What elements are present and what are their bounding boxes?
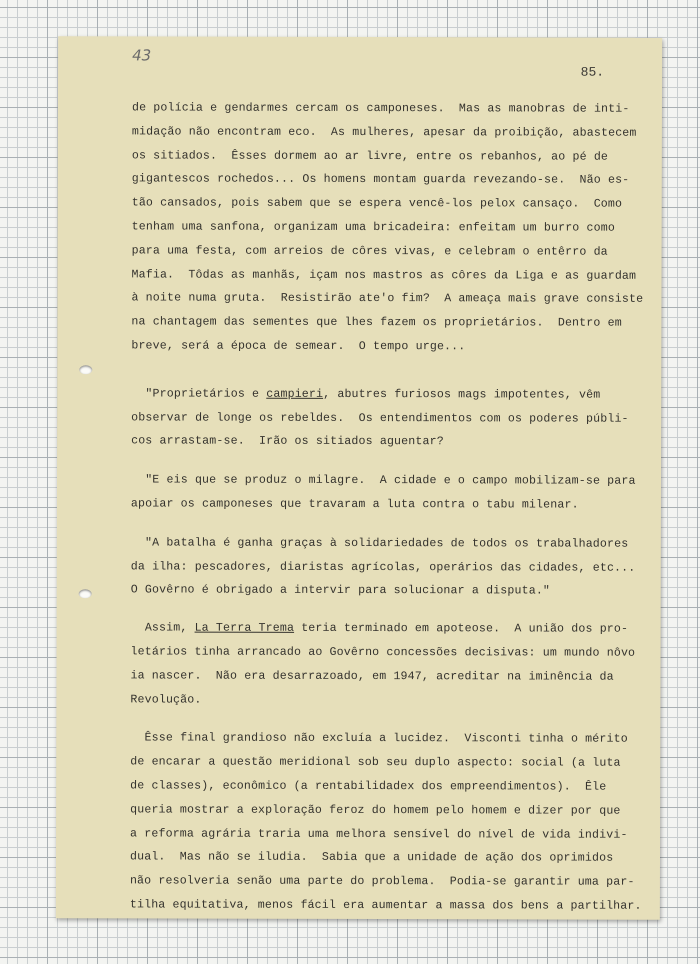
text-line: observar de longe os rebeldes. Os entendimentos com os poderes públi-	[131, 410, 629, 426]
paragraph-5	[130, 617, 640, 714]
paragraph-1	[131, 96, 642, 359]
text-line: ia nascer. Não era desarrazoado, em 1947, acreditar na iminência da	[130, 669, 614, 684]
text-line: tilha equitativa, menos fácil era aumentar a massa dos bens a partilhar.	[129, 898, 642, 913]
text-line: a reforma agrária traria uma melhora sensível do nível de vida indivi-	[130, 826, 628, 842]
text-line: de encarar a questão meridional sob seu duplo aspecto: social (a luta	[130, 755, 621, 770]
paragraph-2	[131, 382, 641, 455]
text-segment: , abutres furiosos mags impotentes, vêm	[323, 387, 601, 402]
punch-hole-lower	[79, 589, 92, 598]
text-line: cos arrastam-se. Irão os sitiados aguentar?	[131, 434, 444, 449]
text-line: à noite numa gruta. Resistirão ate'o fim? A ameaça mais grave consiste	[131, 291, 644, 307]
text-line: tenham uma sanfona, organizam uma bricadeira: enfeitam um burro como	[131, 220, 615, 235]
paragraph-6	[130, 727, 640, 919]
text-line: para uma festa, com arreios de côres vivas, e celebram o entêrro da	[131, 244, 608, 259]
text-line	[131, 382, 641, 407]
text-line: midação não encontram eco. As mulheres, apesar da proibição, abastecem	[131, 125, 637, 140]
text-line: da ilha: pescadores, diaristas agrícolas, operários das cidades, etc...	[130, 559, 636, 575]
text-line: tão cansados, pois sabem que se espera vencê-los pelox cansaço. Como	[131, 196, 623, 211]
typewritten-page	[56, 36, 662, 920]
text-line: "E eis que se produz o milagre. A cidade e o campo mobilizam-se para	[130, 473, 636, 488]
text-line: apoiar os camponeses que travaram a luta contra o tabu milenar.	[130, 497, 579, 512]
punch-hole-upper	[79, 365, 92, 374]
typed-page-number: 85.	[580, 64, 605, 80]
text-line: de classes), econômico (a rentabilidadex dos empreendimentos). Êle	[130, 779, 607, 794]
handwritten-page-number: 43	[132, 46, 152, 65]
text-segment: Assim,	[130, 621, 195, 635]
text-line: os sitiados. Êsses dormem ao ar livre, entre os rebanhos, ao pé de	[131, 148, 609, 164]
text-line: Êsse final grandioso não excluía a lucidez. Visconti tinha o mérito	[130, 731, 628, 747]
text-segment: teria terminado em apoteose. A união dos pro-	[294, 621, 629, 636]
text-line: breve, será a época de semear. O tempo urge...	[131, 339, 466, 354]
paragraph-4	[131, 531, 641, 604]
text-line: letários tinha arrancado ao Govêrno concessões decisivas: um mundo nôvo	[130, 645, 636, 660]
text-line: "A batalha é ganha graças à solidariedades de todos os trabalhadores	[130, 536, 629, 551]
text-line: Revolução.	[130, 692, 202, 707]
film-title: La Terra Trema	[194, 621, 295, 635]
text-line: O Govêrno é obrigado a intervir para solucionar a disputa."	[130, 583, 551, 598]
text-line: Mafia. Tôdas as manhãs, içam nos mastros as côres da Liga e as guardam	[131, 267, 637, 283]
text-line: não resolveria senão uma parte do problema. Podia-se garantir uma par-	[129, 874, 635, 889]
body-text	[130, 96, 642, 918]
text-line	[131, 617, 641, 642]
text-line: queria mostrar a exploração feroz do homem pelo homem e dizer por que	[130, 803, 621, 818]
text-line: dual. Mas não se iludia. Sabia que a unidade de ação dos oprimidos	[129, 850, 614, 865]
text-segment: "Proprietários e	[131, 387, 267, 401]
underlined-word: campieri	[266, 387, 324, 401]
text-line: na chantagem das sementes que lhes fazem os proprietários. Dentro em	[131, 315, 622, 330]
text-line: gigantescos rochedos... Os homens montam guarda revezando-se. Não es-	[131, 172, 630, 188]
text-line: de polícia e gendarmes cercam os camponeses. Mas as manobras de inti-	[131, 101, 630, 116]
paragraph-3	[131, 469, 641, 518]
